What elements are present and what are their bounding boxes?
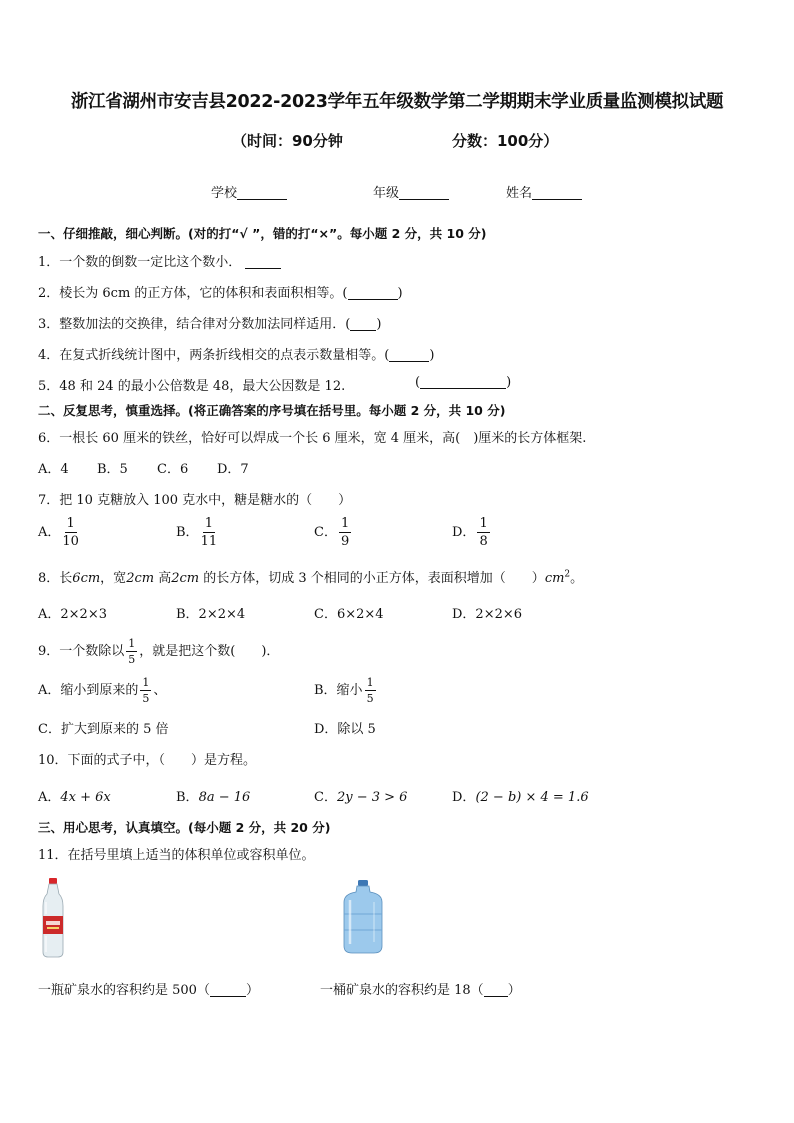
- q6-option-c[interactable]: C．6: [157, 462, 189, 477]
- q10-option-a[interactable]: A．4x + 6x: [38, 790, 111, 805]
- q10-option-d[interactable]: D．(2 − b) × 4 = 1.6: [452, 790, 589, 805]
- answer-blank-4[interactable]: [389, 348, 429, 362]
- question-11: 11．在括号里填上适当的体积单位或容积单位。: [38, 848, 315, 863]
- school-blank[interactable]: [237, 186, 287, 200]
- section1-heading: 一、仔细推敲，细心判断。(对的打“√ ”，错的打“×”。每小题 2 分，共 10 分): [38, 226, 487, 241]
- question-7: 7．把 10 克糖放入 100 克水中，糖是糖水的（ ）: [38, 493, 352, 508]
- question-1: 1．一个数的倒数一定比这个数小．: [38, 251, 281, 270]
- exam-time: （时间：90分钟: [232, 132, 343, 150]
- name-blank[interactable]: [532, 186, 582, 200]
- water-bottle-image: [40, 878, 66, 958]
- question-9: 9．一个数除以 $\frac{1}{5}$ ，就是把这个数( )．: [38, 637, 280, 666]
- name-label: 姓名: [506, 186, 533, 201]
- question-5: 5．48 和 24 的最小公倍数是 48，最大公因数是 12.: [38, 379, 346, 394]
- q6-option-b[interactable]: B．5: [97, 462, 128, 477]
- q8-option-d[interactable]: D．2×2×6: [452, 607, 523, 622]
- fraction: $\frac{1}{5}$: [366, 676, 374, 705]
- question-11-right: 一桶矿泉水的容积约是 18（ ）: [320, 983, 521, 998]
- q7-option-a[interactable]: A． $\frac{1}{10}$: [38, 516, 79, 549]
- fraction: $\frac{1}{8}$: [479, 516, 488, 549]
- q10-option-b[interactable]: B．8a − 16: [176, 790, 251, 805]
- answer-blank-1[interactable]: [245, 255, 281, 269]
- q8-option-c[interactable]: C．6×2×4: [314, 607, 384, 622]
- answer-blank-5[interactable]: [420, 375, 506, 389]
- fraction: $\frac{1}{9}$: [340, 516, 350, 549]
- answer-blank-11a[interactable]: [210, 983, 246, 997]
- q6-option-a[interactable]: A．4: [38, 462, 69, 477]
- question-6: 6．一根长 60 厘米的铁丝，恰好可以焊成一个长 6 厘米，宽 4 厘米，高( )厘米的长方体框架.: [38, 431, 587, 446]
- q9-option-b[interactable]: B．缩小 $\frac{1}{5}$: [314, 676, 374, 705]
- q9-option-d[interactable]: D．除以 5: [314, 722, 376, 737]
- q7-option-b[interactable]: B． $\frac{1}{11}$: [176, 516, 218, 549]
- question-2: 2．棱长为 6cm 的正方体，它的体积和表面积相等。( ): [38, 286, 403, 301]
- fraction: $\frac{1}{11}$: [200, 516, 218, 549]
- grade-field: [373, 182, 449, 201]
- q9-option-c[interactable]: C．扩大到原来的 5 倍: [38, 722, 169, 737]
- question-8: 8．长6cm，宽2cm 高2cm 的长方体，切成 3 个相同的小正方体，表面积增加（ ）$cm^2$。: [38, 569, 584, 586]
- q8-option-b[interactable]: B．2×2×4: [176, 607, 246, 622]
- question-10: 10．下面的式子中，（ ）是方程。: [38, 753, 257, 768]
- q6-option-d[interactable]: D．7: [217, 462, 249, 477]
- q7-option-c[interactable]: C． $\frac{1}{9}$: [314, 516, 350, 549]
- water-jug-image: [340, 880, 386, 954]
- name-field: [506, 182, 582, 201]
- question-5-answer: ( ): [415, 375, 512, 390]
- grade-blank[interactable]: [399, 186, 449, 200]
- page-title: 浙江省湖州市安吉县2022-2023学年五年级数学第二学期期末学业质量监测模拟试题: [70, 92, 724, 112]
- answer-blank-11b[interactable]: [484, 983, 508, 997]
- q8-option-a[interactable]: A．2×2×3: [38, 607, 107, 622]
- answer-blank-3[interactable]: [350, 317, 376, 331]
- answer-blank-2[interactable]: [348, 286, 398, 300]
- grade-label: 年级: [373, 186, 400, 201]
- section3-heading: 三、用心思考，认真填空。(每小题 2 分，共 20 分): [38, 820, 331, 835]
- fraction: $\frac{1}{10}$: [62, 516, 79, 549]
- fraction: $\frac{1}{5}$: [128, 637, 136, 666]
- question-11-left: 一瓶矿泉水的容积约是 500（ ）: [38, 983, 259, 998]
- question-4: 4．在复式折线统计图中，两条折线相交的点表示数量相等。( ): [38, 348, 435, 363]
- school-field: [211, 182, 287, 201]
- q10-option-c[interactable]: C．2y − 3 > 6: [314, 790, 408, 805]
- section2-heading: 二、反复思考，慎重选择。(将正确答案的序号填在括号里。每小题 2 分，共 10 分): [38, 403, 506, 418]
- exam-score: 分数：100分）: [452, 132, 559, 150]
- q7-option-d[interactable]: D． $\frac{1}{8}$: [452, 516, 488, 549]
- q9-option-a[interactable]: A．缩小到原来的 $\frac{1}{5}$ 、: [38, 676, 167, 705]
- fraction: $\frac{1}{5}$: [142, 676, 150, 705]
- school-label: 学校: [211, 186, 238, 201]
- question-3: 3．整数加法的交换律，结合律对分数加法同样适用．( ): [38, 317, 382, 332]
